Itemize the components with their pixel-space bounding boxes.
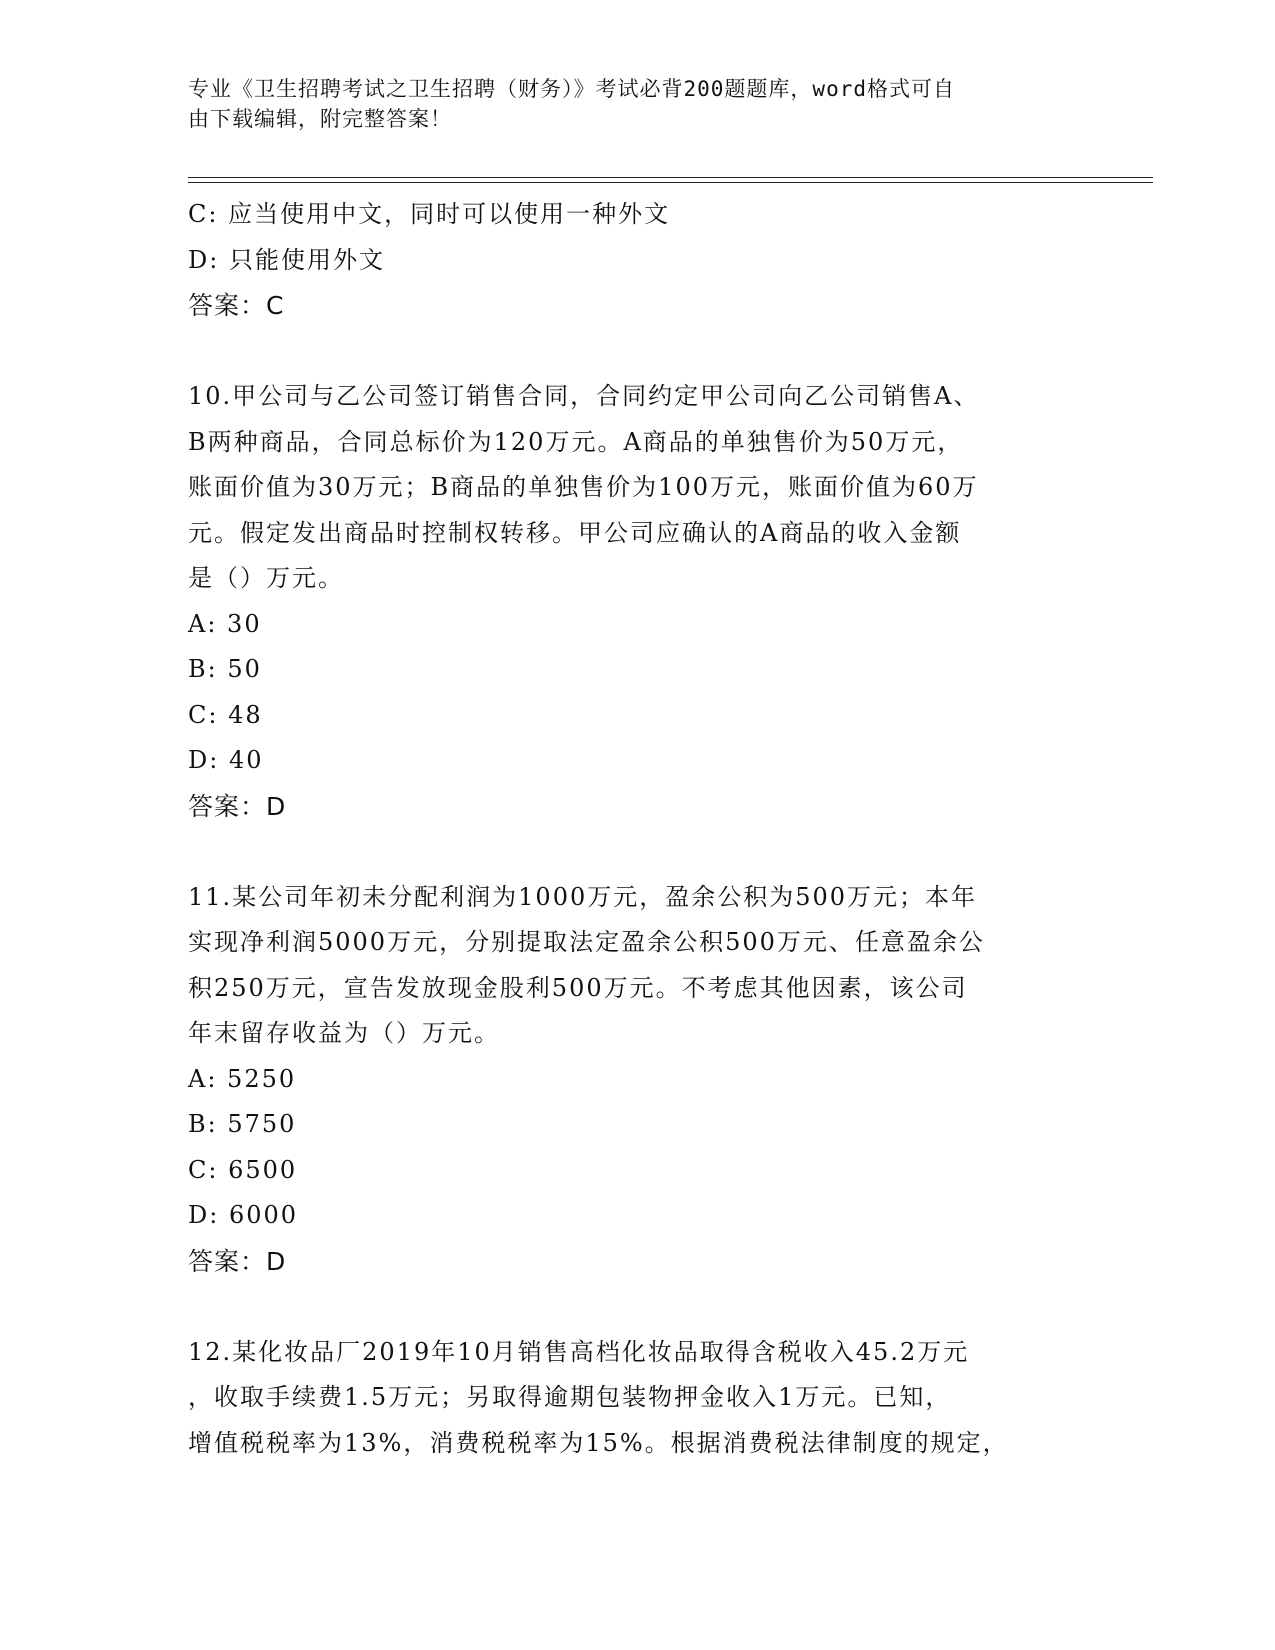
question-11-line-4: 年末留存收益为（）万元。 — [188, 1019, 500, 1047]
question-12-line-2: ，收取手续费1.5万元；另取得逾期包装物押金收入1万元。已知， — [188, 1383, 952, 1411]
header-line-1: 专业《卫生招聘考试之卫生招聘（财务）》考试必背200题题库，word格式可自 — [188, 77, 955, 101]
question-10-line-4: 元。假定发出商品时控制权转移。甲公司应确认的A商品的收入金额 — [188, 518, 962, 547]
header-line-2: 由下载编辑，附完整答案！ — [188, 107, 452, 131]
question-10-option-d: D: 40 — [188, 746, 264, 774]
question-11-option-d: D: 6000 — [188, 1201, 299, 1229]
header-rule-top — [188, 177, 1153, 178]
question-11-option-c: C: 6500 — [188, 1155, 298, 1184]
question-10-line-3: 账面价值为30万元；B商品的单独售价为100万元，账面价值为60万 — [188, 473, 979, 501]
question-12-line-3: 增值税税率为13%，消费税税率为15%。根据消费税法律制度的规定， — [188, 1428, 1009, 1457]
question-11-answer: 答案：D — [188, 1246, 287, 1276]
option-c: C: 应当使用中文，同时可以使用一种外文 — [188, 200, 671, 228]
question-12-line-1: 12.某化妆品厂2019年10月销售高档化妆品取得含税收入45.2万元 — [188, 1337, 970, 1366]
spacer — [188, 829, 1088, 875]
question-10-option-a: A: 30 — [188, 609, 262, 638]
question-10-option-b: B: 50 — [188, 655, 262, 683]
question-11-line-3: 积250万元，宣告发放现金股利500万元。不考虑其他因素，该公司 — [188, 973, 968, 1002]
document-header — [188, 74, 1068, 134]
question-10-line-2: B两种商品，合同总标价为120万元。A商品的单独售价为50万元， — [188, 427, 964, 456]
spacer — [188, 329, 1088, 375]
question-10-option-c: C: 48 — [188, 700, 263, 729]
document-body — [188, 192, 1088, 1466]
header-rule-bottom — [188, 182, 1153, 183]
question-10-answer: 答案：D — [188, 791, 287, 821]
question-11-line-2: 实现净利润5000万元，分别提取法定盈余公积500万元、任意盈余公 — [188, 928, 985, 956]
spacer — [188, 1284, 1088, 1330]
question-10-line-5: 是（）万元。 — [188, 564, 344, 592]
question-10-line-1: 10.甲公司与乙公司签订销售合同，合同约定甲公司向乙公司销售A、 — [188, 382, 980, 410]
option-d: D: 只能使用外文 — [188, 245, 385, 274]
question-11-line-1: 11.某公司年初未分配利润为1000万元，盈余公积为500万元；本年 — [188, 882, 978, 911]
question-11-option-a: A: 5250 — [188, 1064, 297, 1093]
answer-line: 答案：C — [188, 291, 285, 320]
question-11-option-b: B: 5750 — [188, 1110, 297, 1138]
